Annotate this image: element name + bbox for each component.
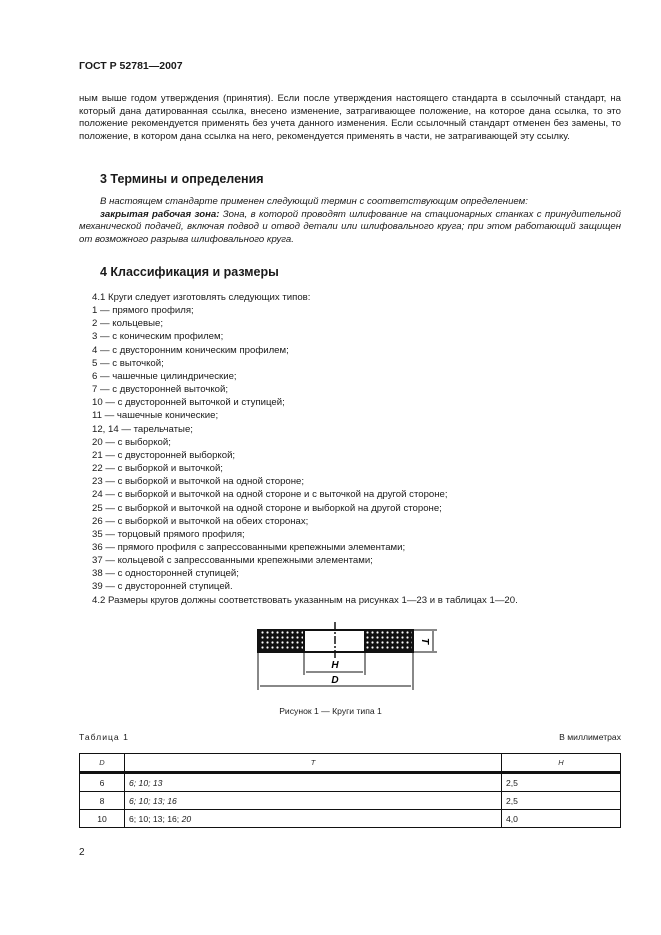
table-row (80, 792, 621, 810)
cell-t-values: 6; 10; 13; 16; (129, 813, 182, 824)
cell-t-italic: 20 (181, 813, 192, 824)
cell-t (125, 810, 502, 828)
cell-t (125, 792, 502, 810)
wheel-left-section (258, 630, 304, 652)
term: закрытая рабочая зона: (100, 208, 220, 220)
figure-caption: Рисунок 1 — Круги типа 1 (279, 706, 382, 716)
cell-d: 6 (80, 773, 125, 792)
document-header: ГОСТ Р 52781—2007 (79, 60, 183, 72)
page-number: 2 (79, 847, 85, 858)
cell-h: 2,5 (502, 773, 621, 792)
table-units: В миллиметрах (559, 732, 621, 742)
list-item: 23 — с выборкой и выточкой на одной стороне; (92, 476, 305, 488)
header-d: D (80, 754, 125, 773)
list-item: 38 — с односторонней ступицей; (92, 568, 239, 580)
cell-t-values: 6; 10; 13; 16 (129, 795, 177, 806)
wheel-right-section (365, 630, 413, 652)
table-header-row (80, 754, 621, 773)
list-item: 6 — чашечные цилиндрические; (92, 370, 237, 382)
figure-1-wheel-drawing (255, 620, 445, 692)
cell-h: 2,5 (502, 792, 621, 810)
section-3-heading: 3 Термины и определения (100, 172, 264, 186)
p-4-2: 4.2 Размеры кругов должны соответствовать указанным на рисунках 1—23 и в таблицах 1—20. (92, 594, 518, 606)
list-item: 35 — торцовый прямого профиля; (92, 528, 245, 540)
label-h: H (331, 660, 339, 671)
cell-t (125, 773, 502, 792)
list-item: 37 — кольцевой с запрессованными крепежными элементами; (92, 555, 373, 567)
list-item: 3 — с коническим профилем; (92, 331, 224, 343)
definition: Зона, в которой проводят шлифование на стационарных станках с принудительной механической подачей, включая подвод и отвод детали или шлифовального круга; при этом работающий защищен от возможного разрыва шлифовального круга. (79, 208, 621, 246)
list-item: 24 — с выборкой и выточкой на одной стороне и с выточкой на другой стороне; (92, 489, 448, 501)
list-item: 12, 14 — тарельчатые; (92, 423, 193, 435)
list-item: 2 — кольцевые; (92, 318, 164, 330)
list-item: 11 — чашечные конические; (92, 410, 219, 422)
section-3-text (79, 196, 621, 247)
types-list (92, 291, 518, 607)
list-item: 36 — прямого профиля с запрессованными крепежными элементами; (92, 541, 406, 553)
cell-t-values: 6; 10; 13 (129, 777, 163, 788)
table-caption: Таблица 1 (79, 732, 129, 742)
list-item: 26 — с выборкой и выточкой на обеих сторонах; (92, 515, 309, 527)
label-t: T (419, 637, 430, 645)
header-h: H (502, 754, 621, 773)
list-item: 20 — с выборкой; (92, 436, 171, 448)
list-item: 22 — с выборкой и выточкой; (92, 463, 223, 475)
section-4-heading: 4 Классификация и размеры (100, 265, 279, 279)
cell-d: 8 (80, 792, 125, 810)
list-item: 10 — с двусторонней выточкой и ступицей; (92, 397, 285, 409)
table-row (80, 773, 621, 792)
table-row (80, 810, 621, 828)
section-3-lead: В настоящем стандарте применен следующий термин с соответствующим определением: (100, 196, 528, 207)
intro-paragraph: ным выше годом утверждения (принятия). Если после утверждения настоящего стандарта в ссылочный стандарт, на который дана датированная ссылка, внесено изменение, затрагивающее положение, на которое дана ссылка, то это положение рекомендуется применять без учета данного изменения. Если ссылочный стандарт отменен без замены, то положение, в котором дана ссылка на него, рекомендуется применять в части, не затрагивающей эту ссылку. (79, 93, 621, 143)
list-item: 4 — с двусторонним коническим профилем; (92, 344, 289, 356)
term-definition (79, 209, 621, 247)
list-item: 5 — с выточкой; (92, 357, 164, 369)
list-item: 39 — с двусторонней ступицей. (92, 581, 233, 593)
header-t: T (125, 754, 502, 773)
list-item: 1 — прямого профиля; (92, 305, 194, 317)
table-1 (79, 753, 621, 828)
cell-d: 10 (80, 810, 125, 828)
label-d: D (331, 675, 339, 686)
list-item: 21 — с двусторонней выборкой; (92, 449, 236, 461)
list-item: 7 — с двусторонней выточкой; (92, 384, 229, 396)
list-item: 25 — с выборкой и выточкой на одной стороне и выборкой на другой стороне; (92, 502, 442, 514)
cell-h: 4,0 (502, 810, 621, 828)
p-4-1: 4.1 Круги следует изготовлять следующих типов: (92, 292, 311, 303)
